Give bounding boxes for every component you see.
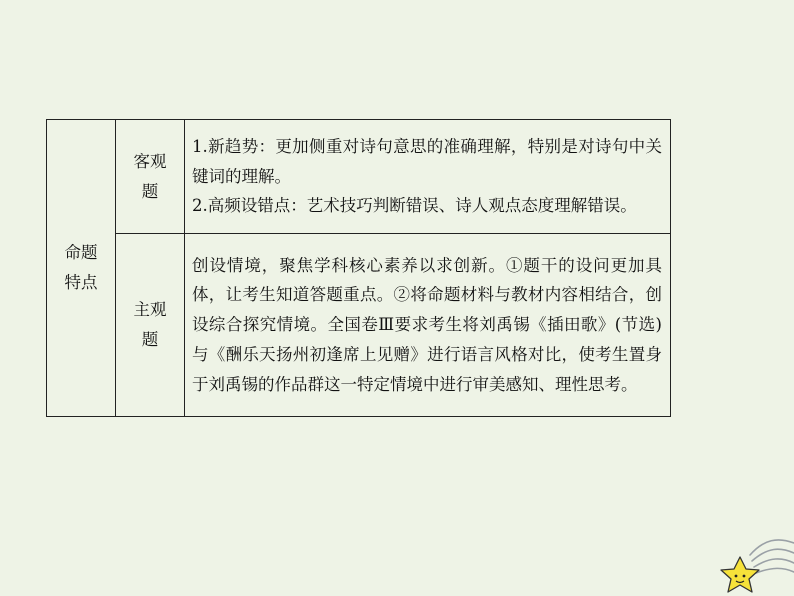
type-cell-subjective bbox=[116, 234, 185, 417]
shooting-star-icon bbox=[716, 525, 794, 596]
table-row-subjective bbox=[47, 234, 671, 417]
category-label-line-1: 命题 bbox=[64, 243, 98, 263]
content-cell-objective bbox=[185, 120, 671, 234]
category-label-line-2: 特点 bbox=[64, 273, 98, 292]
type-label-line-1: 主观 bbox=[133, 300, 167, 320]
content-paragraph: 创设情境，聚焦学科核心素养以求创新。①题干的设问更加具体，让考生知道答题重点。②将命题材料与教材内容相结合，创设综合探究情境。全国卷Ⅲ要求考生将刘禹锡《插田歌》(节选)与《酬乐天扬州初逢席上见赠》进行语言风格对比，使考生置身于刘禹锡的作品群这一特定情境中进行审美感知、理性思考。 bbox=[192, 255, 662, 394]
content-paragraph: 1.新趋势：更加侧重对诗句意思的准确理解，特别是对诗句中关键词的理解。 bbox=[192, 136, 662, 186]
exam-features-table bbox=[46, 119, 671, 417]
type-label-line-2: 题 bbox=[141, 330, 159, 349]
table-row-objective bbox=[47, 120, 671, 234]
category-cell bbox=[47, 120, 116, 417]
type-label-line-2: 题 bbox=[141, 181, 159, 201]
content-paragraph: 2.高频设错点：艺术技巧判断错误、诗人观点态度理解错误。 bbox=[192, 196, 637, 216]
type-cell-objective bbox=[116, 120, 185, 234]
content-cell-subjective bbox=[185, 234, 671, 417]
type-label-line-1: 客观 bbox=[133, 151, 167, 171]
